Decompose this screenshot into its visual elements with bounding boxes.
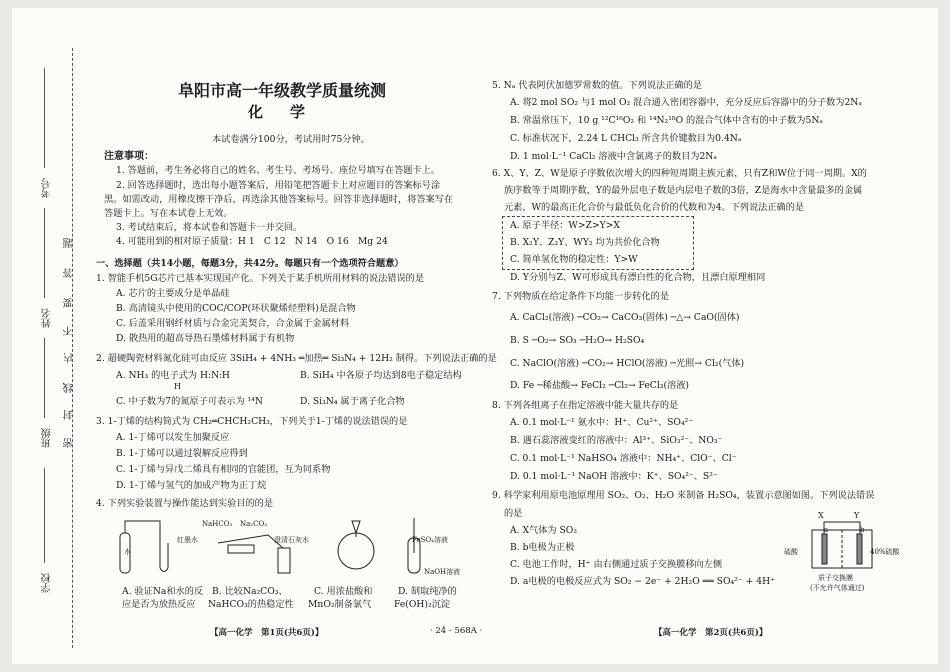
label-ink: 红墨水 (177, 536, 198, 544)
banji-line (44, 338, 45, 418)
q1-stem: 1. 智能手机5G芯片已基本实现国产化。下列关于某手机所用材料的说法错误的是 (96, 273, 425, 284)
q4-caption-b: B. 比较Na₂CO₃、 (212, 586, 288, 597)
q6-stem: 元素，W的最高正化合价与最低负化合价的代数和为4。下列说法正确的是 (504, 202, 805, 213)
q5-option: D. 1 mol·L⁻¹ CaCl₂ 溶液中含氯离子的数目为2Nₐ (510, 151, 717, 162)
q1-option: C. 后盖采用钢纤材质与合金完美契合，合金属于金属材料 (116, 318, 350, 329)
label-nahco3: NaHCO₃ (202, 520, 233, 528)
kaohao-line (44, 68, 45, 168)
fig-membrane-note: (不允许气体通过) (810, 584, 865, 592)
q6-option: A. 原子半径：W>Z>Y>X (510, 220, 620, 231)
note-line: 答题卡上。写在本试卷上无效。 (104, 208, 233, 219)
q4-stem: 4. 下列实验装置与操作能达到实验目的的是 (96, 498, 274, 509)
note-line: 1. 答题前，考生务必将自己的姓名、考生号、考场号、座位号填写在答题卡上。 (116, 165, 441, 176)
q7-stem: 7. 下列物质在给定条件下均能一步转化的是 (492, 291, 670, 302)
q7-option: D. Fe ─稀盐酸→ FeCl₂ ─Cl₂→ FeCl₃(溶液) (510, 380, 690, 391)
fig-right-acid: 40%硫酸 (870, 548, 900, 556)
q9-option: D. a电极的电极反应式为 SO₂ − 2e⁻ + 2H₂O ══ SO₄²⁻ + 4H⁺ (510, 576, 775, 587)
q6-option: C. 简单氢化物的稳定性：Y>W (510, 254, 638, 265)
xingming-line (44, 208, 45, 298)
q9-option: C. 电池工作时，H⁺ 由右侧通过质子交换膜移向左侧 (510, 559, 723, 570)
q5-stem: 5. Nₐ 代表阿伏加德罗常数的值。下列说法正确的是 (492, 80, 702, 91)
q2-option: C. 中子数为7的氮原子可表示为 ¹⁴N (116, 396, 263, 407)
q4-apparatus (108, 513, 478, 583)
fig-membrane: 质子交换膜 (818, 574, 853, 582)
a-u-tube (125, 521, 168, 568)
q5-option: A. 将2 mol SO₂ 与1 mol O₂ 混合通入密闭容器中，充分反应后容器中的分子数为2Nₐ (510, 97, 862, 108)
c-flask (338, 533, 374, 569)
q2-option: D. Si₃N₄ 属于离子化合物 (300, 396, 405, 407)
q4-caption-b: NaHCO₃的热稳定性 (208, 599, 294, 610)
q4-caption-a: 应是否为放热反应 (122, 599, 196, 610)
seal-char: 答 (64, 268, 75, 278)
q7-option: A. CaCl₂(溶液) ─CO₂→ CaCO₃(固体) ─△→ CaO(固体) (510, 312, 740, 323)
label-naoh: NaOH溶液 (424, 568, 461, 576)
q3-option: B. 1-丁烯可以通过裂解反应得到 (116, 448, 248, 459)
q3-option: C. 1-丁烯与异戊二烯具有相同的官能团，互为同系物 (116, 464, 331, 475)
q6-option: D. Y分别与Z、W可形成具有漂白性的化合物，且漂白原理相同 (510, 272, 766, 283)
q8-option: C. 0.1 mol·L⁻¹ NaHSO₄ 溶液中：NH₄⁺、ClO⁻、Cl⁻ (510, 453, 737, 464)
b-heater (228, 545, 254, 553)
q1-option: B. 高清镜头中使用的COC/COP(环状聚烯烃塑料)是混合物 (116, 303, 356, 314)
q3-option: D. 1-丁烯与氢气的加成产物为正丁烷 (116, 480, 267, 491)
q4-caption-d: D. 制取纯净的 (398, 586, 457, 597)
footer-code: · 24 - 568A · (430, 626, 483, 636)
q8-stem: 8. 下列各组离子在指定溶液中能大量共存的是 (492, 400, 679, 411)
seal-char: 内 (64, 353, 75, 363)
q5-option: B. 常温常压下，10 g ¹²C¹⁶O₂ 和 ¹⁴N₂¹⁸O 的混合气体中含有的中子数为5Nₐ (510, 115, 823, 126)
label-limewater: 澄清石灰水 (274, 536, 309, 544)
footer-right: 【高一化学 第2页(共6页)】 (654, 628, 768, 638)
q2-option: A. NH₃ 的电子式为 H:N:H (116, 370, 230, 381)
q1-option: D. 散热用的超高导热石墨烯材料属于有机物 (116, 333, 295, 344)
seal-line (72, 48, 73, 648)
b-beaker (278, 548, 290, 573)
q7-option: B. S ─O₂→ SO₃ ─H₂O→ H₂SO₄ (510, 335, 645, 346)
q6-option: B. X₂Y、Z₂Y、WY₂ 均为共价化合物 (510, 237, 660, 248)
q8-option: B. 遇石蕊溶液变红的溶液中：Al³⁺、SiO₃²⁻、NO₃⁻ (510, 435, 723, 446)
section-heading: 一、选择题（共14小题，每题3分，共42分。每题只有一个选项符合题意） (96, 258, 404, 269)
exam-paper (12, 8, 938, 664)
a-u-bend (160, 568, 168, 572)
footer-left: 【高一化学 第1页(共6页)】 (210, 628, 324, 638)
q5-option: C. 标准状况下，2.24 L CHCl₃ 所含共价键数目为0.4Nₐ (510, 133, 742, 144)
electrode-b (857, 534, 862, 564)
label-na2co3: Na₂CO₃ (240, 520, 268, 528)
note-line: 4. 可能用到的相对原子质量：H 1 C 12 N 14 O 16 Mg 24 (116, 236, 388, 247)
q9-option: A. X气体为 SO₂ (510, 525, 578, 536)
label-feso4: FeSO₄溶液 (412, 536, 448, 544)
kaohao-label: 考号 (42, 178, 53, 198)
q4-caption-c: MnO₂制备氯气 (308, 599, 372, 610)
electrode-a (822, 534, 827, 564)
exam-info: 本试卷满分100分，考试用时75分钟。 (212, 134, 370, 145)
q4-caption-c: C. 用浓盐酸和 (314, 586, 373, 597)
q9-option: B. b电极为正极 (510, 542, 575, 553)
seal-char: 题 (64, 238, 75, 248)
seal-char: 线 (64, 383, 75, 393)
q8-option: D. 0.1 mol·L⁻¹ NaOH 溶液中：K⁺、SO₄²⁻、S²⁻ (510, 471, 718, 482)
q8-option: A. 0.1 mol·L⁻¹ 氨水中：H⁺、Cu²⁺、SO₄²⁻ (510, 417, 694, 428)
seal-char: 封 (64, 410, 75, 420)
banji-label: 班级 (42, 428, 53, 448)
exam-title: 阜阳市高一年级教学质量统测 (178, 81, 387, 100)
note-line: 3. 考试结束后，将本试卷和答题卡一并交回。 (116, 222, 303, 233)
fig-left-acid: 硫酸 (784, 548, 798, 556)
note-line: 黑。如需改动，用橡皮擦干净后，再选涂其他答案标号。回答非选择题时，将答案写在 (104, 194, 454, 205)
q4-caption-a: A. 验证Na和水的反 (122, 586, 204, 597)
q9-stem: 9. 科学家利用原电池原理用 SO₂、O₂、H₂O 来制备 H₂SO₄，装置示意图如图。下列说法错误 (492, 490, 875, 501)
q1-option: A. 芯片的主要成分是单晶硅 (116, 288, 230, 299)
fig-y: Y (854, 511, 860, 520)
subject-title: 化 学 (248, 103, 312, 121)
note-line: 2. 回答选择题时，选出每小题答案后，用铅笔把答题卡上对应题目的答案标号涂 (116, 180, 441, 191)
q3-stem: 3. 1-丁烯的结构简式为 CH₂═CHCH₂CH₃，下列关于1-丁烯的说法错误的是 (96, 416, 408, 427)
seal-char: 不 (64, 326, 75, 336)
label-water: 水 (124, 548, 131, 556)
q6-stem: 6. X、Y、Z、W是原子序数依次增大的四种短周期主族元素，只有Z和W位于同一周期。X的 (492, 168, 867, 179)
q9-cell-diagram (802, 518, 892, 573)
xuexiao-line (44, 468, 45, 563)
xuexiao-label: 学校 (42, 573, 53, 593)
c-funnel (352, 521, 360, 533)
q2-stem: 2. 超硬陶瓷材料氮化硅可由反应 3SiH₄ + 4NH₃ ═加热═ Si₃N₄ + 12H₂ 制得。下列说法正确的是 (96, 353, 497, 364)
q2-option-a-h: H (174, 382, 181, 391)
seal-char: 密 (64, 438, 75, 448)
seal-char: 要 (64, 298, 75, 308)
fig-x: X (818, 511, 824, 520)
q7-option: C. NaClO(溶液) ─CO₂→ HClO(溶液) ─光照→ Cl₂(气体) (510, 358, 745, 369)
notes-heading: 注意事项： (104, 151, 154, 162)
q9-stem: 的是 (504, 508, 523, 519)
q2-option: B. SiH₄ 中各原子均达到8电子稳定结构 (300, 370, 462, 381)
q3-option: A. 1-丁烯可以发生加聚反应 (116, 432, 230, 443)
xingming-label: 姓名 (42, 308, 53, 328)
fig-b: b (860, 526, 865, 534)
q6-stem: 族序数等于周期序数，Y的最外层电子数是内层电子数的3倍，Z是海水中含量最多的金属 (504, 185, 863, 196)
fig-a: a (824, 526, 829, 534)
q4-caption-d: Fe(OH)₂沉淀 (394, 599, 451, 610)
